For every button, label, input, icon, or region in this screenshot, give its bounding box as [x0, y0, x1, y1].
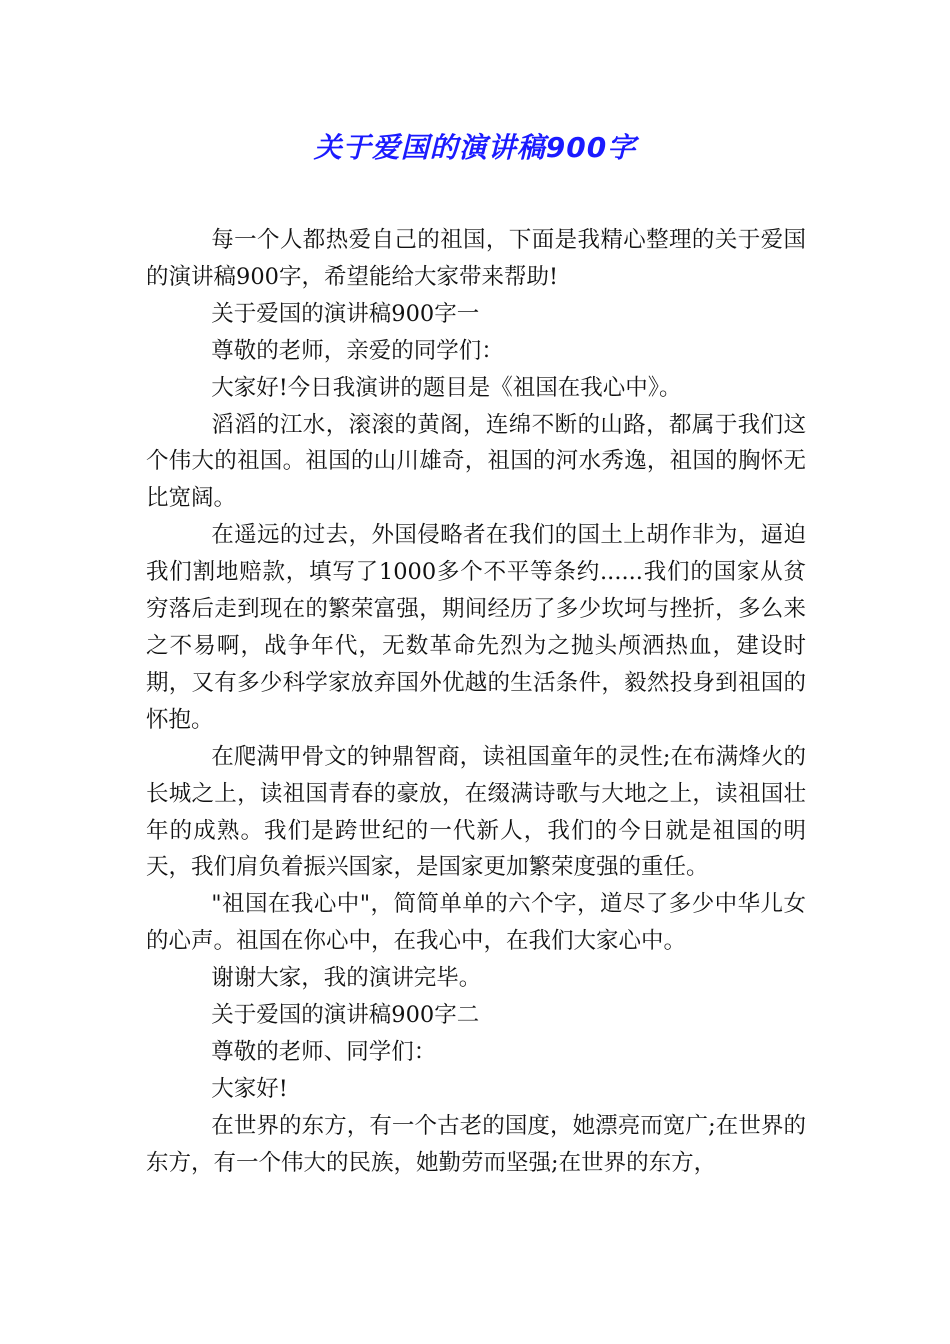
paragraph-history: 在遥远的过去，外国侵略者在我们的国土上胡作非为，逼迫我们割地赔款，填写了1000多个不平等条约......我们的国家从贫穷落后走到现在的繁荣富强，期间经历了多少坎坷与挫折，多么来之不易啊，战争年代，无数革命先烈为之抛头颅洒热血，建设时期，又有多少科学家放弃国外优越的生活条件，毅然投身到祖国的怀抱。: [146, 522, 806, 733]
paragraph-heading-one: 关于爱国的演讲稿900字一: [211, 300, 480, 327]
paragraph-intro: 每一个人都热爱自己的祖国，下面是我精心整理的关于爱国的演讲稿900字，希望能给大家带来帮助!: [146, 227, 806, 290]
paragraph-greeting-two: 尊敬的老师、同学们：: [211, 1038, 437, 1065]
paragraph-greeting-one: 尊敬的老师，亲爱的同学们：: [211, 337, 504, 364]
paragraph-oracle: 在爬满甲骨文的钟鼎智商，读祖国童年的灵性;在布满烽火的长城之上，读祖国青春的豪放，在缀满诗歌与大地之上，读祖国壮年的成熟。我们是跨世纪的一代新人，我们的今日就是祖国的明天，我们肩负着振兴国家，是国家更加繁荣度强的重任。: [146, 743, 806, 881]
document-body: [146, 222, 806, 1182]
paragraph-east: 在世界的东方，有一个古老的国度，她漂亮而宽广;在世界的东方，有一个伟大的民族，她勤劳而坚强;在世界的东方，: [146, 1112, 806, 1176]
paragraph-motherland: "祖国在我心中"，简简单单的六个字，道尽了多少中华儿女的心声。祖国在你心中，在我心中，在我们大家心中。: [146, 891, 806, 955]
paragraph-hello-one: 大家好!今日我演讲的题目是《祖国在我心中》。: [211, 374, 682, 401]
document-title: 关于爱国的演讲稿900字: [313, 131, 637, 164]
paragraph-hello-two: 大家好!: [211, 1075, 288, 1102]
paragraph-rivers: 滔滔的江水，滚滚的黄阁，连绵不断的山路，都属于我们这个伟大的祖国。祖国的山川雄奇，祖国的河水秀逸，祖国的胸怀无比宽阔。: [146, 411, 806, 512]
paragraph-heading-two: 关于爱国的演讲稿900字二: [211, 1002, 480, 1029]
paragraph-thanks: 谢谢大家，我的演讲完毕。: [211, 965, 482, 992]
